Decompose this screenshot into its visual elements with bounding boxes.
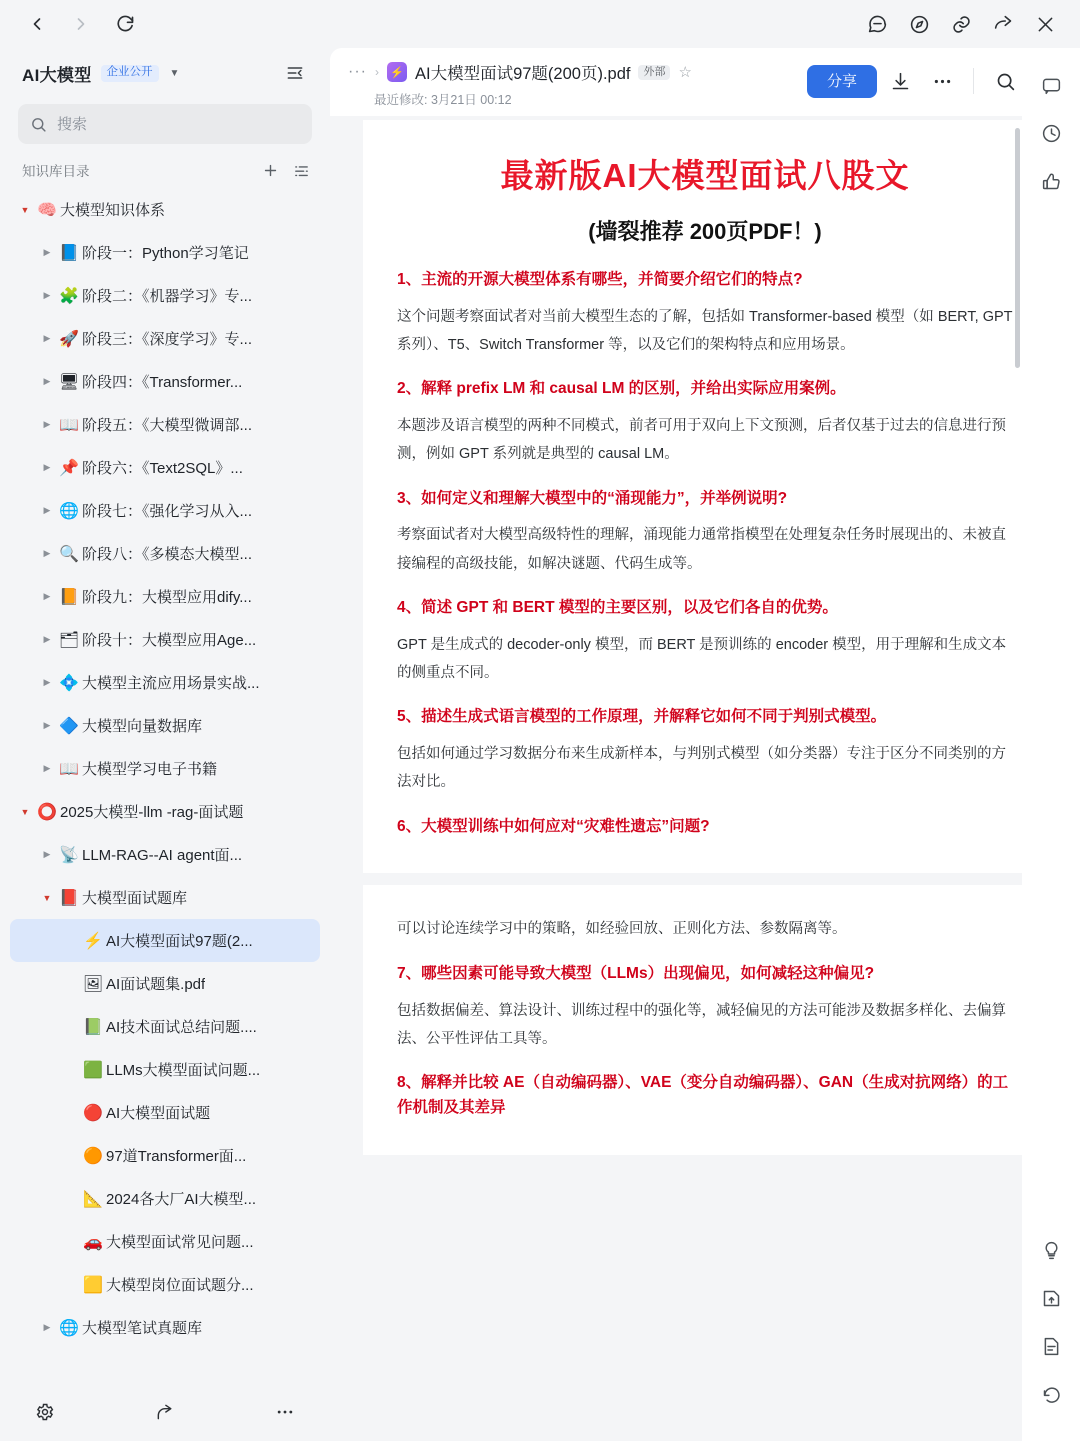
share-arrow-icon[interactable] bbox=[984, 5, 1022, 43]
tree-item-label: 阶段七：《强化学习从入... bbox=[82, 503, 253, 520]
question-text: 3、如何定义和理解大模型中的“涌现能力”，并举例说明? bbox=[397, 489, 788, 507]
upload-doc-icon[interactable] bbox=[1032, 1279, 1070, 1317]
tree-item[interactable] bbox=[10, 317, 320, 360]
chevron-right-icon[interactable]: ▶ bbox=[43, 462, 51, 472]
tree-item[interactable] bbox=[10, 1263, 320, 1306]
chevron-right-icon[interactable]: ▶ bbox=[43, 720, 51, 730]
tree-item-icon: 📡 bbox=[59, 846, 79, 864]
thumbs-up-icon[interactable] bbox=[1032, 162, 1070, 200]
vertical-scrollbar[interactable] bbox=[1015, 128, 1020, 368]
pdf-page-2 bbox=[363, 885, 1047, 1154]
link-icon[interactable] bbox=[942, 5, 980, 43]
doc-icon[interactable] bbox=[1032, 1327, 1070, 1365]
tree-item-label: 阶段五：《大模型微调部... bbox=[82, 417, 253, 434]
download-icon[interactable] bbox=[881, 62, 919, 100]
tree-item[interactable] bbox=[10, 1091, 320, 1134]
sidebar bbox=[0, 48, 330, 1441]
tree-item-label: 阶段六：《Text2SQL》... bbox=[82, 460, 243, 477]
tree-item[interactable] bbox=[10, 704, 320, 747]
gear-icon[interactable] bbox=[26, 1393, 64, 1431]
tree-item-icon: 📕 bbox=[59, 889, 79, 907]
chevron-right-icon[interactable]: ▶ bbox=[43, 677, 51, 687]
question-text: 5、描述生成式语言模型的工作原理，并解释它如何不同于判别式模型。 bbox=[397, 708, 887, 726]
comment-icon[interactable] bbox=[858, 5, 896, 43]
chevron-right-icon[interactable]: ▶ bbox=[43, 591, 51, 601]
search-box[interactable] bbox=[18, 104, 312, 144]
search-icon bbox=[30, 116, 47, 133]
tree-item[interactable] bbox=[10, 532, 320, 575]
tree-item-label: 大模型学习电子书籍 bbox=[82, 761, 218, 778]
knowledge-base-badge: 企业公开 bbox=[101, 65, 159, 82]
page2-lead-text: 可以讨论连续学习中的策略，如经验回放、正则化方法、参数隔离等。 bbox=[397, 921, 847, 938]
comment-icon[interactable] bbox=[1032, 66, 1070, 104]
breadcrumb-separator: › bbox=[374, 65, 379, 79]
qa-list-page-2 bbox=[397, 962, 1013, 1121]
pdf-page-1 bbox=[363, 120, 1047, 873]
tree-item-icon: 📐 bbox=[83, 1190, 103, 1208]
tree-item-icon: 🔷 bbox=[59, 717, 79, 735]
document-title-block bbox=[348, 60, 692, 108]
tree-item[interactable] bbox=[10, 833, 320, 876]
qa-list-page-1 bbox=[397, 268, 1013, 839]
document-more-icon[interactable] bbox=[923, 62, 961, 100]
answer-text: 包括数据偏差、算法设计、训练过程中的强化等，减轻偏见的方法可能涉及数据多样化、去偏算法、公平性评估工具等。 bbox=[397, 1002, 1006, 1047]
forward-icon[interactable] bbox=[62, 5, 100, 43]
question-text: 2、解释 prefix LM 和 causal LM 的区别，并给出实际应用案例。 bbox=[397, 380, 846, 398]
tree-item-label: 97道Transformer面... bbox=[106, 1148, 247, 1165]
nav-group bbox=[0, 5, 144, 43]
search-input[interactable] bbox=[57, 116, 300, 133]
answer-text: GPT 是生成式的 decoder-only 模型，而 BERT 是预训练的 encoder 模型，用于理解和生成文本的侧重点不同。 bbox=[397, 636, 1007, 682]
tree-item-icon: 🔍 bbox=[59, 545, 79, 563]
question-text: 6、大模型训练中如何应对“灾难性遗忘”问题? bbox=[397, 817, 710, 835]
tree-item-label: LLMs大模型面试问题... bbox=[106, 1062, 261, 1079]
tree-item-label: 大模型面试常见问题... bbox=[106, 1234, 254, 1251]
right-rail bbox=[1022, 48, 1080, 1441]
divider bbox=[973, 68, 974, 94]
close-icon[interactable] bbox=[1026, 5, 1064, 43]
tree-item[interactable] bbox=[10, 1177, 320, 1220]
document-tree[interactable] bbox=[0, 186, 330, 1383]
back-icon[interactable] bbox=[18, 5, 56, 43]
tree-item-label: 阶段二：《机器学习》专... bbox=[82, 288, 253, 305]
answer-text: 包括如何通过学习数据分布来生成新样本，与判别式模型（如分类器）专注于区分不同类别的方法对比。 bbox=[397, 746, 1006, 791]
question-text: 1、主流的开源大模型体系有哪些，并简要介绍它们的特点? bbox=[397, 271, 803, 288]
tree-item-icon: 📖 bbox=[59, 416, 79, 434]
top-bar-actions bbox=[858, 5, 1080, 43]
compass-icon[interactable] bbox=[900, 5, 938, 43]
tree-item[interactable] bbox=[10, 962, 320, 1005]
bulb-icon[interactable] bbox=[1032, 1231, 1070, 1269]
tree-item-icon: 🟩 bbox=[83, 1061, 103, 1079]
tree-item[interactable] bbox=[10, 919, 320, 962]
tree-item-label: 大模型笔试真题库 bbox=[82, 1320, 203, 1337]
share-icon[interactable] bbox=[146, 1393, 184, 1431]
tree-item-label: 阶段八：《多模态大模型... bbox=[82, 546, 253, 563]
tree-item-label: 2025大模型-llm -rag-面试题 bbox=[60, 804, 244, 821]
chevron-right-icon[interactable]: ▶ bbox=[43, 247, 51, 257]
last-modified-text: 最近修改: 3月21日 00:12 bbox=[374, 93, 512, 107]
tree-item-label: LLM-RAG--AI agent面... bbox=[82, 847, 243, 864]
tree-item-icon: 🚗 bbox=[83, 1233, 103, 1251]
tree-item[interactable] bbox=[10, 231, 320, 274]
directory-label: 知识库目录 bbox=[22, 164, 90, 179]
chevron-down-icon[interactable]: ▼ bbox=[20, 204, 30, 215]
chevron-right-icon[interactable]: ▶ bbox=[43, 548, 51, 558]
tree-item-icon: 📘 bbox=[59, 244, 79, 262]
tree-item[interactable] bbox=[10, 446, 320, 489]
tree-item-label: 2024各大厂AI大模型... bbox=[106, 1191, 257, 1208]
tree-item-label: 大模型岗位面试题分... bbox=[106, 1277, 254, 1294]
tree-item[interactable] bbox=[10, 575, 320, 618]
tree-item[interactable] bbox=[10, 274, 320, 317]
knowledge-base-header[interactable] bbox=[0, 48, 330, 102]
tree-item[interactable] bbox=[10, 661, 320, 704]
chevron-right-icon[interactable]: ▶ bbox=[43, 505, 51, 515]
reload-icon[interactable] bbox=[106, 5, 144, 43]
top-bar bbox=[0, 0, 1080, 48]
tree-item[interactable] bbox=[10, 790, 320, 833]
chevron-right-icon[interactable]: ▶ bbox=[43, 1322, 51, 1332]
file-type-icon: ⚡ bbox=[387, 62, 407, 82]
tree-item[interactable] bbox=[10, 618, 320, 661]
tree-item[interactable] bbox=[10, 360, 320, 403]
tree-item-label: AI技术面试总结问题.... bbox=[106, 1019, 257, 1036]
answer-text: 考察面试者对大模型高级特性的理解，涌现能力通常指模型在处理复杂任务时展现出的、未被直接编程的高级技能，如解决谜题、代码生成等。 bbox=[397, 527, 1006, 572]
tree-item-label: 大模型主流应用场景实战... bbox=[82, 675, 260, 692]
chevron-down-icon[interactable]: ▼ bbox=[42, 892, 52, 903]
tree-item-label: 大模型知识体系 bbox=[60, 202, 166, 219]
app-body bbox=[0, 48, 1080, 1441]
collapse-sidebar-icon[interactable] bbox=[276, 54, 314, 92]
tree-item-label: 阶段十：大模型应用Age... bbox=[82, 632, 257, 649]
tree-item-icon: 🌐 bbox=[59, 1319, 79, 1337]
document-scroll-area[interactable] bbox=[330, 116, 1080, 1441]
tree-item-icon: 🚀 bbox=[59, 330, 79, 348]
tree-item-label: 大模型向量数据库 bbox=[82, 718, 203, 735]
breadcrumb bbox=[348, 60, 692, 84]
tree-item-icon: 💠 bbox=[59, 674, 79, 692]
chevron-right-icon[interactable]: ▶ bbox=[43, 333, 51, 343]
document-title: AI大模型面试97题(200页).pdf bbox=[414, 65, 631, 83]
document-search-icon[interactable] bbox=[986, 62, 1024, 100]
tree-item[interactable] bbox=[10, 1048, 320, 1091]
list-options-icon[interactable] bbox=[293, 162, 310, 179]
tree-item-icon: 📌 bbox=[59, 459, 79, 477]
document-pane bbox=[330, 48, 1080, 1441]
tree-item[interactable] bbox=[10, 489, 320, 532]
answer-text: 这个问题考察面试者对当前大模型生态的了解，包括如 Transformer-based 模型（如 BERT, GPT 系列）、T5、Switch Transformer 等，以及它们的架构特点和应用场景。 bbox=[397, 308, 1013, 354]
history-icon[interactable] bbox=[1032, 114, 1070, 152]
tree-item-label: 阶段九：大模型应用dify... bbox=[82, 589, 252, 606]
chevron-right-icon[interactable]: ▶ bbox=[43, 290, 51, 300]
favorite-star-icon[interactable]: ☆ bbox=[678, 64, 692, 81]
tree-item-label: AI大模型面试题 bbox=[106, 1105, 211, 1122]
chevron-right-icon[interactable]: ▶ bbox=[43, 849, 51, 859]
tree-item[interactable] bbox=[10, 876, 320, 919]
tree-item[interactable] bbox=[10, 1306, 320, 1349]
chevron-right-icon[interactable]: ▶ bbox=[43, 634, 51, 644]
tree-item-icon: 📖 bbox=[59, 760, 79, 778]
chevron-down-icon[interactable]: ▼ bbox=[169, 67, 180, 79]
directory-header bbox=[0, 158, 330, 186]
tree-item-icon: 🔴 bbox=[83, 1104, 103, 1122]
tree-item[interactable] bbox=[10, 1005, 320, 1048]
question-text: 4、简述 GPT 和 BERT 模型的主要区别，以及它们各自的优势。 bbox=[397, 598, 838, 616]
tree-item-icon: 🧠 bbox=[37, 201, 57, 219]
tree-item-icon: 📙 bbox=[59, 588, 79, 606]
sidebar-footer bbox=[0, 1383, 330, 1441]
document-header bbox=[330, 48, 1080, 116]
tree-item[interactable] bbox=[10, 403, 320, 446]
chevron-right-icon[interactable]: ▶ bbox=[43, 419, 51, 429]
tree-item-icon: 🖼 bbox=[82, 975, 104, 993]
chevron-right-icon[interactable]: ▶ bbox=[43, 763, 51, 773]
tree-item-icon: 🗂 bbox=[58, 631, 80, 649]
doc-heading-2: (墙裂推荐 200页PDF！) bbox=[588, 219, 822, 244]
chevron-down-icon[interactable]: ▼ bbox=[20, 806, 30, 817]
tree-item-icon: 🖥 bbox=[58, 373, 80, 391]
tree-item-label: 阶段三：《深度学习》专... bbox=[82, 331, 253, 348]
answer-text: 本题涉及语言模型的两种不同模式，前者可用于双向上下文预测，后者仅基于过去的信息进行预测，例如 GPT 系列就是典型的 causal LM。 bbox=[397, 418, 1006, 463]
question-text: 8、解释并比较 AE（自动编码器）、VAE（变分自动编码器）、GAN（生成对抗网络）的工作机制及其差异 bbox=[397, 1074, 1009, 1116]
tree-item-icon: 🧩 bbox=[59, 287, 79, 305]
chevron-right-icon[interactable]: ▶ bbox=[43, 376, 51, 386]
tree-item-icon: 🌐 bbox=[59, 502, 79, 520]
tree-item-icon: ⭕ bbox=[37, 803, 57, 821]
doc-heading-1: 最新版AI大模型面试八股文 bbox=[500, 157, 910, 194]
add-doc-icon[interactable] bbox=[262, 162, 279, 179]
question-text: 7、哪些因素可能导致大模型（LLMs）出现偏见，如何减轻这种偏见? bbox=[397, 964, 875, 982]
tree-item-label: AI大模型面试97题(2... bbox=[106, 933, 253, 950]
tree-item-label: 大模型面试题库 bbox=[82, 890, 188, 907]
tree-item[interactable] bbox=[10, 1220, 320, 1263]
breadcrumb-more-icon[interactable]: ··· bbox=[348, 63, 367, 80]
tree-item[interactable] bbox=[10, 747, 320, 790]
more-icon[interactable] bbox=[266, 1393, 304, 1431]
tree-item-label: 阶段一：Python学习笔记 bbox=[82, 245, 249, 262]
share-button[interactable]: 分享 bbox=[807, 65, 877, 98]
knowledge-base-title: AI大模型 bbox=[22, 65, 92, 85]
external-badge: 外部 bbox=[638, 65, 670, 80]
tree-item-icon: ⚡ bbox=[83, 932, 103, 950]
tree-item-icon: 🟠 bbox=[83, 1147, 103, 1165]
tree-item-icon: 📗 bbox=[83, 1018, 103, 1036]
tree-item[interactable] bbox=[10, 188, 320, 231]
tree-item-label: 阶段四：《Transformer... bbox=[82, 374, 243, 391]
tree-item[interactable] bbox=[10, 1134, 320, 1177]
undo-icon[interactable] bbox=[1032, 1375, 1070, 1413]
tree-item-icon: 🟨 bbox=[83, 1276, 103, 1294]
tree-item-label: AI面试题集.pdf bbox=[106, 976, 206, 993]
